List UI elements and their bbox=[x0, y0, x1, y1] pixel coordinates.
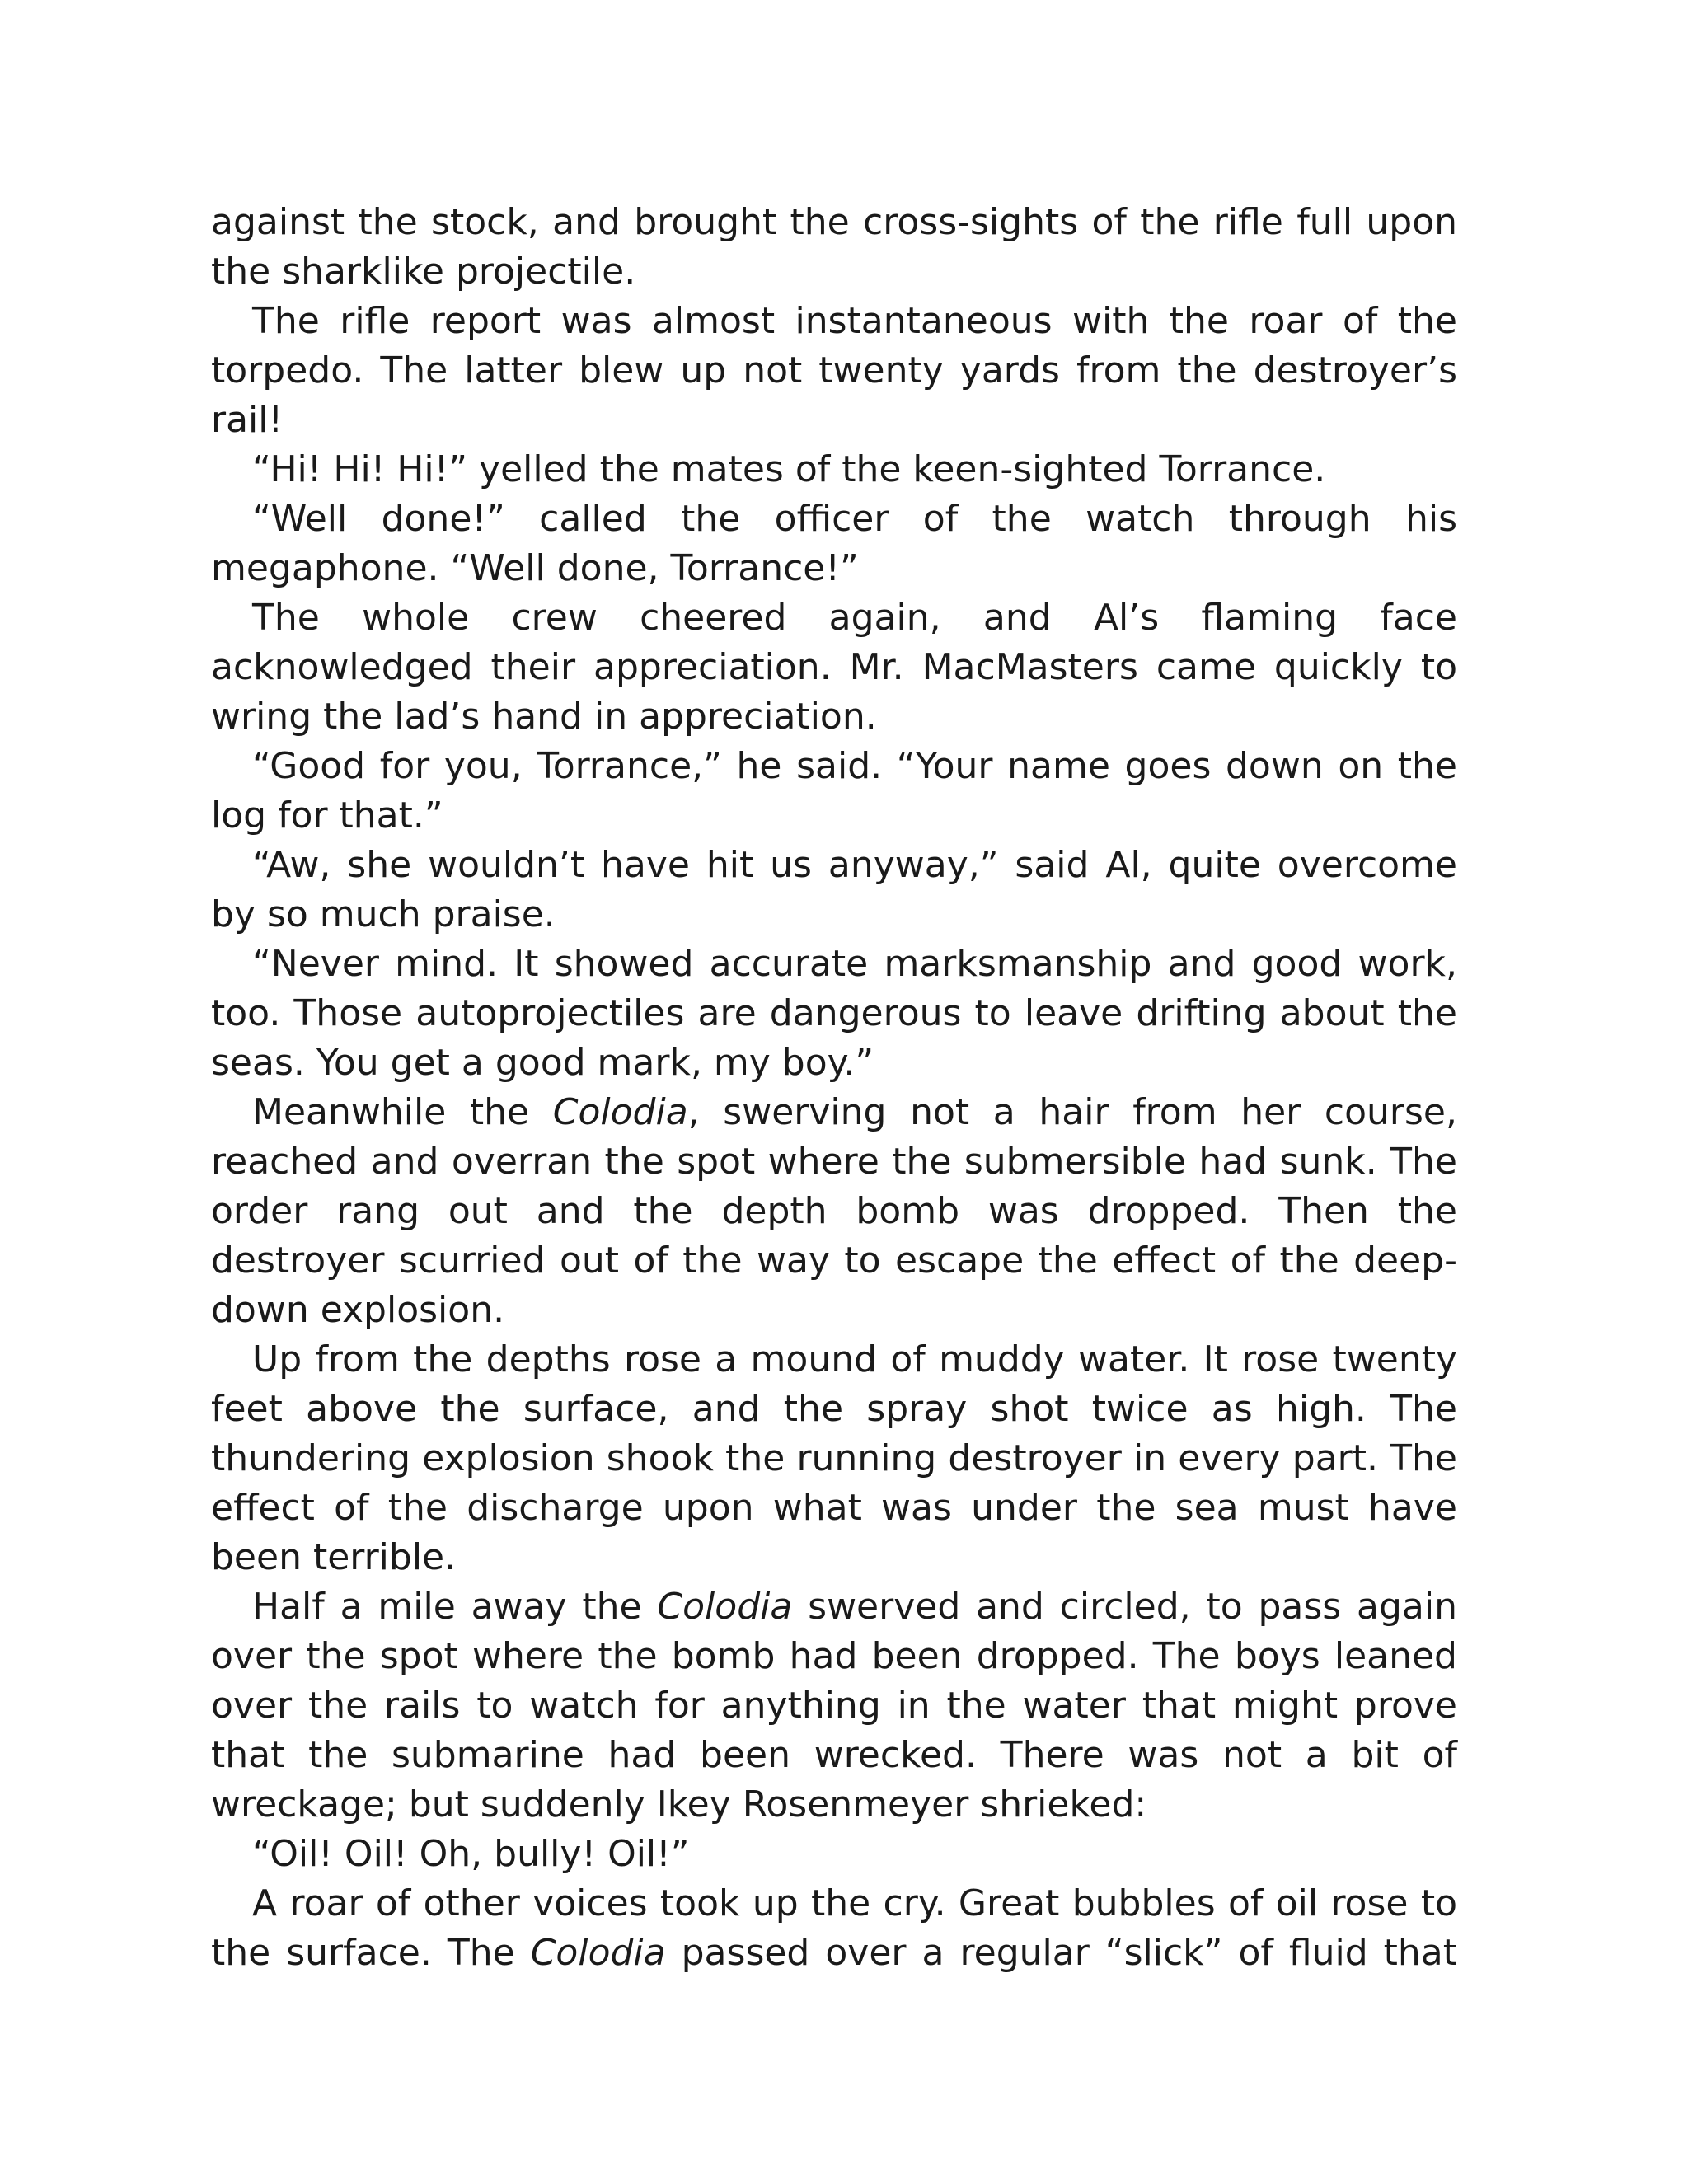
paragraph-p2 bbox=[211, 297, 1457, 445]
text-segment: “Well done!” called the officer of the watch through his megaphone. “Well done, Torrance!” bbox=[211, 498, 1457, 589]
paragraph-p1 bbox=[211, 198, 1457, 297]
paragraph-p5 bbox=[211, 593, 1457, 742]
text-segment: The whole crew cheered again, and Al’s flaming face acknowledged their appreciation. Mr. MacMasters came quickly to wring the lad’s hand in appreciation. bbox=[211, 597, 1457, 738]
paragraph-p9 bbox=[211, 1088, 1457, 1335]
text-segment: Half a mile away the bbox=[252, 1586, 658, 1628]
italic-text: Colodia bbox=[657, 1586, 793, 1628]
paragraph-p10 bbox=[211, 1335, 1457, 1582]
text-segment: Up from the depths rose a mound of muddy water. It rose twenty feet above the surface, and the spray shot twice as high. The thundering explosion shook the running destroyer in every part. The effect of the discharge upon what was under the sea must have been terrible. bbox=[211, 1338, 1457, 1578]
text-segment: Meanwhile the bbox=[252, 1091, 553, 1133]
paragraph-p8 bbox=[211, 940, 1457, 1088]
italic-text: Colodia bbox=[530, 1932, 666, 1974]
paragraph-p4 bbox=[211, 494, 1457, 593]
text-segment: passed over a regular “slick” of fluid that bbox=[665, 1932, 1458, 1974]
text-segment: “Aw, she wouldn’t have hit us anyway,” said Al, quite overcome by so much praise. bbox=[211, 844, 1457, 935]
paragraph-p12 bbox=[211, 1830, 1457, 1879]
text-segment: “Never mind. It showed accurate marksmanship and good work, too. Those autoprojectiles are dangerous to leave drifting about the seas. You get a good mark, my boy.” bbox=[211, 943, 1457, 1084]
paragraph-p6 bbox=[211, 742, 1457, 841]
paragraph-p13 bbox=[211, 1879, 1457, 1978]
text-segment: “Good for you, Torrance,” he said. “Your name goes down on the log for that.” bbox=[211, 745, 1457, 837]
text-segment: swerved and circled, to pass again over the spot where the bomb had been dropped. The boys leaned over the rails to watch for anything in the water that might prove that the submarine had been wrecked. There was not a bit of wreckage; but suddenly Ikey Rosenmeyer shrieked: bbox=[211, 1586, 1457, 1825]
paragraph-p3 bbox=[211, 445, 1457, 494]
text-segment: The rifle report was almost instantaneous with the roar of the torpedo. The latter blew up not twenty yards from the destroyer’s rail! bbox=[211, 300, 1457, 441]
text-segment: “Hi! Hi! Hi!” yelled the mates of the keen-sighted Torrance. bbox=[252, 448, 1326, 490]
text-segment: A roar of other voices took up the cry. Great bubbles of oil rose to the surface. The bbox=[211, 1882, 1457, 1974]
document-page bbox=[211, 198, 1457, 1978]
paragraph-p11 bbox=[211, 1582, 1457, 1830]
italic-text: Colodia bbox=[552, 1091, 688, 1133]
paragraph-p7 bbox=[211, 841, 1457, 940]
text-segment: against the stock, and brought the cross-sights of the rifle full upon the sharklike projectile. bbox=[211, 201, 1457, 293]
text-segment: , swerving not a hair from her course, reached and overran the spot where the submersible had sunk. The order rang out and the depth bomb was dropped. Then the destroyer scurried out of the way to escape the effect of the deep-down explosion. bbox=[211, 1091, 1457, 1331]
text-segment: “Oil! Oil! Oh, bully! Oil!” bbox=[252, 1833, 690, 1875]
